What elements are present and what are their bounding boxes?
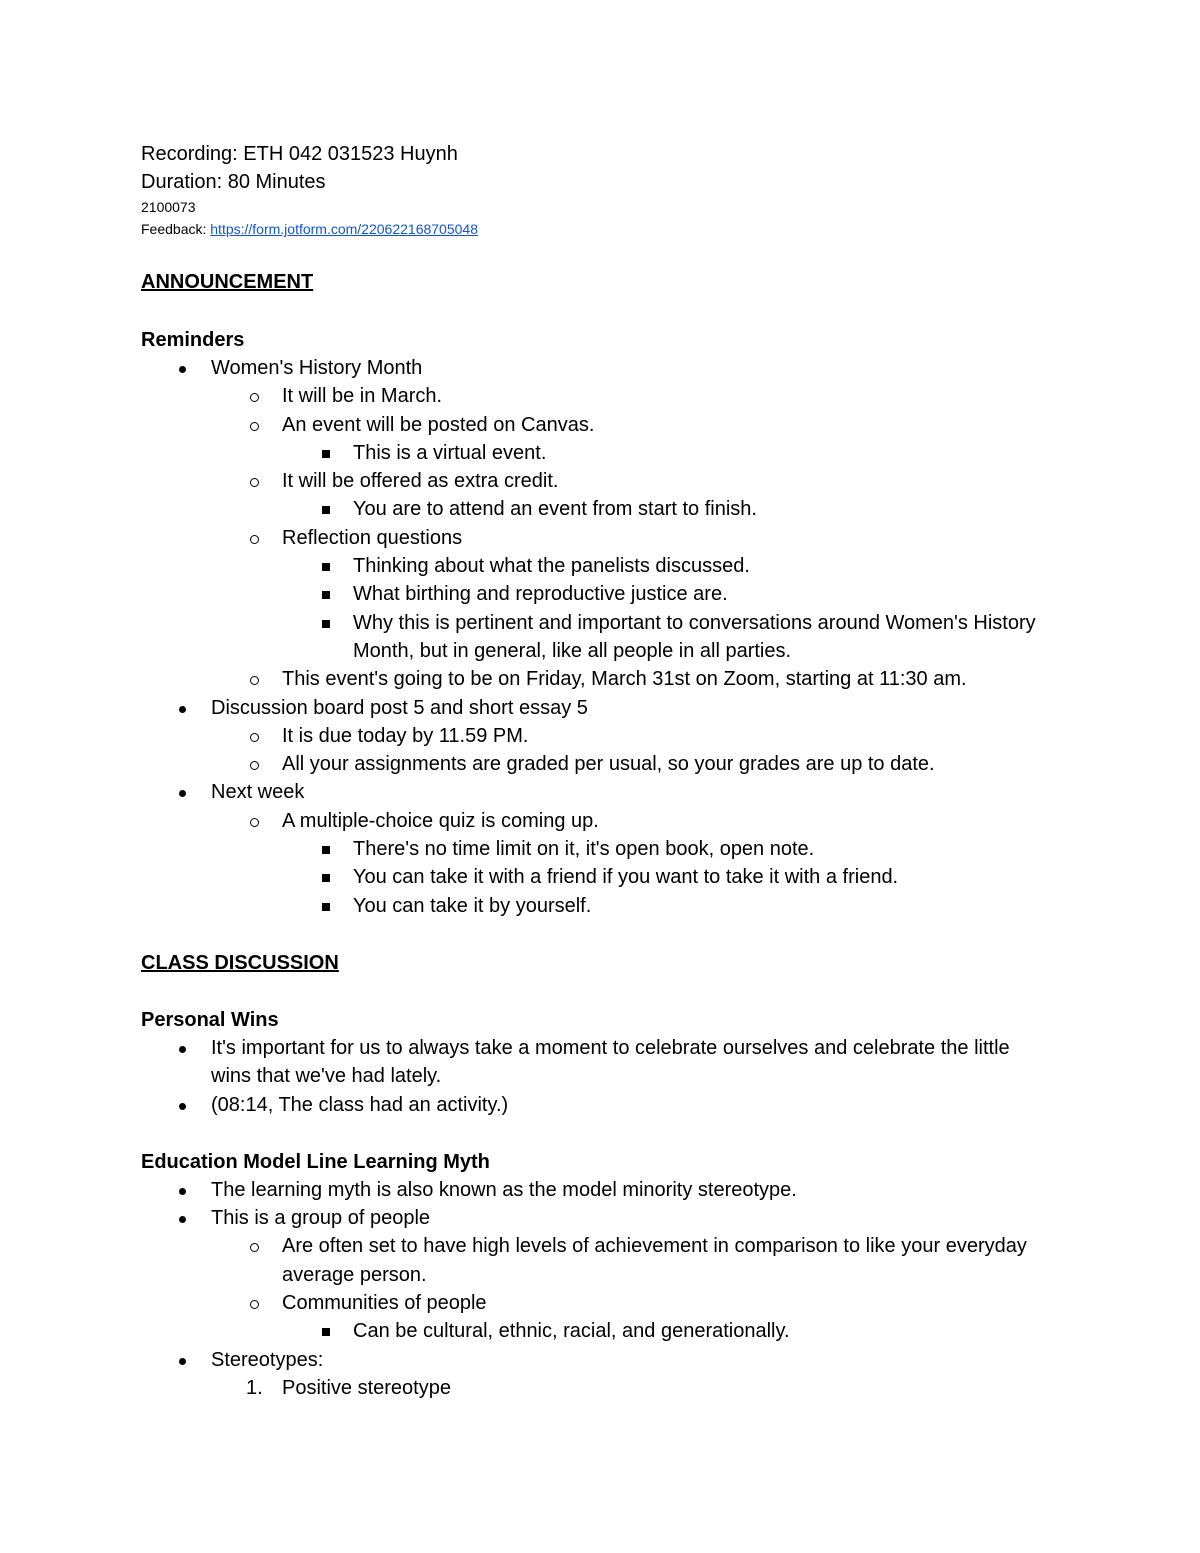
list-item xyxy=(246,1374,1041,1402)
list-item xyxy=(282,382,1041,410)
list-item-text: There's no time limit on it, it's open book, open note. xyxy=(353,838,815,861)
list-item xyxy=(211,1034,1041,1091)
announcement-heading: ANNOUNCEMENT xyxy=(141,271,314,293)
list-item xyxy=(211,694,1041,722)
list-item-text: Reflection questions xyxy=(282,526,463,549)
feedback-link[interactable]: https://form.jotform.com/220622168705048 xyxy=(210,221,478,237)
list-item-text: This is a group of people xyxy=(211,1207,431,1230)
list-item-text: Can be cultural, ethnic, racial, and generationally. xyxy=(353,1320,790,1343)
list-item-text: Next week xyxy=(211,781,305,804)
list-item-text: This is a virtual event. xyxy=(353,441,547,464)
class-discussion-heading: CLASS DISCUSSION xyxy=(141,951,339,974)
list-item-text: You are to attend an event from start to finish. xyxy=(353,498,757,521)
feedback-label: Feedback: xyxy=(141,221,211,237)
list-item xyxy=(282,750,1041,778)
list-number: 1. xyxy=(246,1376,263,1399)
document-page xyxy=(141,140,1041,1402)
learning-myth-list xyxy=(141,1176,1041,1402)
list-item xyxy=(282,807,1041,835)
list-item xyxy=(353,439,1041,467)
list-item-text: It is due today by 11.59 PM. xyxy=(282,724,529,747)
duration-line: Duration: 80 Minutes xyxy=(141,171,326,193)
list-item xyxy=(282,722,1041,750)
list-item xyxy=(353,1317,1041,1345)
list-item xyxy=(353,835,1041,863)
list-item-text: Positive stereotype xyxy=(282,1376,451,1399)
list-item xyxy=(353,580,1041,608)
list-item-text: What birthing and reproductive justice are. xyxy=(353,583,728,606)
list-item xyxy=(282,1232,1041,1289)
list-item-text: It will be in March. xyxy=(282,385,443,408)
feedback-line xyxy=(141,218,1041,240)
learning-myth-heading: Education Model Line Learning Myth xyxy=(141,1150,490,1173)
list-item xyxy=(282,411,1041,439)
list-item xyxy=(353,892,1041,920)
list-item-text: Thinking about what the panelists discussed. xyxy=(353,555,750,578)
list-item xyxy=(282,1289,1041,1317)
list-item xyxy=(211,778,1041,806)
code-line: 2100073 xyxy=(141,199,196,215)
list-item-text: This event's going to be on Friday, March 31st on Zoom, starting at 11:30 am. xyxy=(282,668,967,691)
list-item xyxy=(211,1176,1041,1204)
list-item xyxy=(282,467,1041,495)
list-item-text: Are often set to have high levels of achievement in comparison to like your everyday average person. xyxy=(282,1235,1027,1286)
list-item xyxy=(353,552,1041,580)
list-item xyxy=(211,1346,1041,1374)
list-item-text: You can take it by yourself. xyxy=(353,894,592,917)
list-item xyxy=(353,495,1041,523)
personal-wins-heading: Personal Wins xyxy=(141,1008,279,1031)
reminders-heading: Reminders xyxy=(141,329,245,351)
list-item-text: The learning myth is also known as the model minority stereotype. xyxy=(211,1178,797,1201)
list-item-text: It's important for us to always take a moment to celebrate ourselves and celebrate the little wins that we've had lately. xyxy=(211,1036,1010,1088)
list-item-text: An event will be posted on Canvas. xyxy=(282,413,595,436)
list-item xyxy=(282,665,1041,693)
recording-line: Recording: ETH 042 031523 Huynh xyxy=(141,143,458,165)
list-item xyxy=(211,354,1041,382)
list-item xyxy=(282,524,1041,552)
list-item xyxy=(353,609,1041,666)
personal-wins-list xyxy=(141,1034,1041,1119)
list-item-text: Stereotypes: xyxy=(211,1348,324,1371)
reminders-list xyxy=(141,354,1041,920)
list-item-text: Communities of people xyxy=(282,1292,487,1315)
list-item-text: It will be offered as extra credit. xyxy=(282,470,559,493)
list-item xyxy=(211,1204,1041,1232)
list-item xyxy=(211,1091,1041,1119)
list-item-text: Women's History Month xyxy=(211,357,423,379)
list-item-text: You can take it with a friend if you want to take it with a friend. xyxy=(353,866,899,889)
list-item-text: (08:14, The class had an activity.) xyxy=(211,1093,509,1116)
list-item-text: All your assignments are graded per usual, so your grades are up to date. xyxy=(282,753,935,776)
list-item-text: Why this is pertinent and important to conversations around Women's History Month, but in general, like all people in all parties. xyxy=(353,611,1036,662)
list-item-text: A multiple-choice quiz is coming up. xyxy=(282,809,599,832)
list-item xyxy=(353,863,1041,891)
list-item-text: Discussion board post 5 and short essay 5 xyxy=(211,696,588,719)
